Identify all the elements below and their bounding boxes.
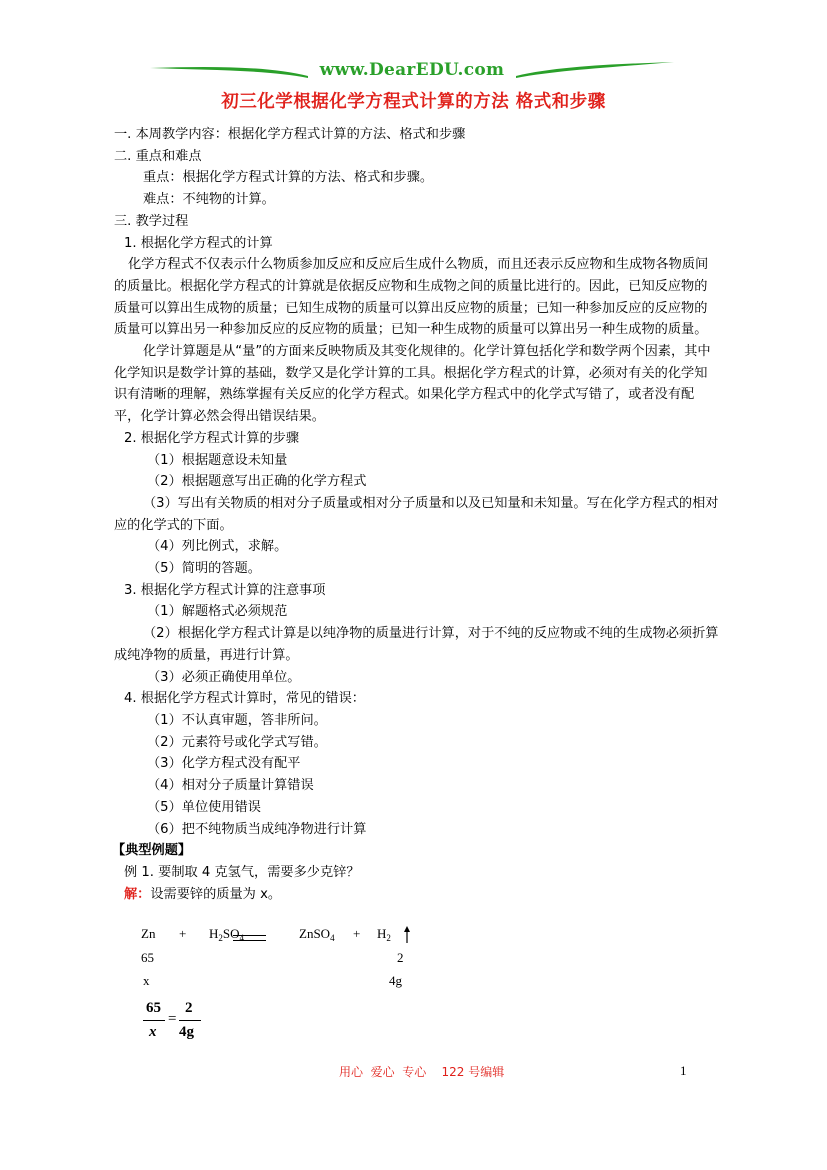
error-item: （6）把不纯物质当成纯净物进行计算 <box>147 821 367 837</box>
site-url[interactable]: www.DearEDU.com <box>319 60 505 80</box>
subsection-2-heading: 2. 根据化学方程式计算的步骤 <box>124 430 300 446</box>
fraction-equals: = <box>168 1011 177 1027</box>
subsection-4-heading: 4. 根据化学方程式计算时，常见的错误： <box>124 691 365 707</box>
reactant-h2so4: $H_2SO_4$ <box>209 926 245 943</box>
known-4g: 4g <box>389 973 402 988</box>
error-item: （2）元素符号或化学式写错。 <box>147 734 327 750</box>
reactant-zn: Zn <box>141 926 156 941</box>
step-item: （4）列比例式，求解。 <box>147 539 288 555</box>
page-number: 1 <box>680 1063 687 1078</box>
step-item: （2）根据题意写出正确的化学方程式 <box>147 474 367 490</box>
fraction-numerator-right: 2 <box>185 1000 193 1016</box>
header-banner <box>148 56 676 84</box>
mass-zn: 65 <box>141 950 154 965</box>
step-item: （3）写出有关物质的相对分子质量或相对分子质量和以及已知量和未知量。写在化学方程式的相对应的化学式的下面。 <box>114 495 719 533</box>
fraction-numerator-left: 65 <box>146 1000 161 1016</box>
error-item: （3）化学方程式没有配平 <box>147 756 301 772</box>
example-question: 例 1. 要制取 4 克氢气，需要多少克锌？ <box>124 864 360 880</box>
unknown-x: x <box>143 973 150 988</box>
solution-text: 设需要锌的质量为 x。 <box>150 886 282 902</box>
note-item: （3）必须正确使用单位。 <box>147 669 301 685</box>
gas-arrow-icon <box>403 926 411 944</box>
error-item: （1）不认真审题，答非所问。 <box>147 712 327 728</box>
plus-sign: + <box>179 926 187 941</box>
chemical-equation <box>141 926 441 996</box>
fraction-denominator-left: x <box>149 1024 157 1040</box>
error-item: （4）相对分子质量计算错误 <box>147 778 314 794</box>
subsection-1-heading: 1. 根据化学方程式的计算 <box>124 235 273 251</box>
fraction-denominator-right: 4g <box>179 1024 194 1040</box>
footer-note: 用心 爱心 专心 122 号编辑 <box>339 1065 505 1079</box>
step-item: （5）简明的答题。 <box>147 561 261 577</box>
paragraph-2: 化学计算题是从“量”的方面来反映物质及其变化规律的。化学计算包括化学和数学两个因素，其中化学知识是数学计算的基础，数学又是化学计算的工具。根据化学方程式的计算，必须对有关的化学知识有清晰的理解，熟练掌握有关反应的化学方程式。如果化学方程式中的化学式写错了，或者没有配平，化学计算必然会得出错误结果。 <box>114 344 711 425</box>
product-h2: $H_2$ <box>377 926 391 943</box>
mass-h2: 2 <box>397 950 404 965</box>
document-body <box>114 124 720 905</box>
key-point: 重点：根据化学方程式计算的方法、格式和步骤。 <box>143 170 434 186</box>
section-2-heading: 二. 重点和难点 <box>114 148 202 164</box>
section-1: 一. 本周教学内容：根据化学方程式计算的方法、格式和步骤 <box>114 127 466 142</box>
note-item: （2）根据化学方程式计算是以纯净物的质量进行计算，对于不纯的反应物或不纯的生成物必须折算成纯净物的质量，再进行计算。 <box>114 626 719 663</box>
step-item: （1）根据题意设未知量 <box>147 452 288 468</box>
section-3-heading: 三. 教学过程 <box>114 213 189 229</box>
paragraph-1: 化学方程式不仅表示什么物质参加反应和反应后生成什么物质，而且还表示反应物和生成物各物质间的质量比。根据化学方程式的计算就是依据反应物和生成物之间的质量比进行的。因此，已知反应物的质量可以算出生成物的质量；已知生成物的质量可以算出反应物的质量；已知一种参加反应的反应物的质量可以算出另一种参加反应的反应物的质量；已知一种生成物的质量可以算出另一种生成物的质量。 <box>114 257 709 338</box>
examples-heading: 【典型例题】 <box>112 843 192 859</box>
fraction-bar-right <box>179 1020 201 1021</box>
product-znso4: ZnSO$_4$ <box>299 926 335 943</box>
subsection-3-heading: 3. 根据化学方程式计算的注意事项 <box>124 582 326 598</box>
solution-line <box>114 884 720 906</box>
proportion-equation <box>143 1000 203 1044</box>
page-title: 初三化学根据化学方程式计算的方法 格式和步骤 <box>221 92 606 112</box>
note-item: （1）解题格式必须规范 <box>147 604 288 620</box>
equals-bar <box>233 935 266 941</box>
difficult-point: 难点：不纯物的计算。 <box>143 192 275 208</box>
error-item: （5）单位使用错误 <box>147 799 261 815</box>
fraction-bar-left <box>143 1020 165 1021</box>
plus-sign: + <box>353 926 361 941</box>
solution-label: 解： <box>124 886 151 902</box>
